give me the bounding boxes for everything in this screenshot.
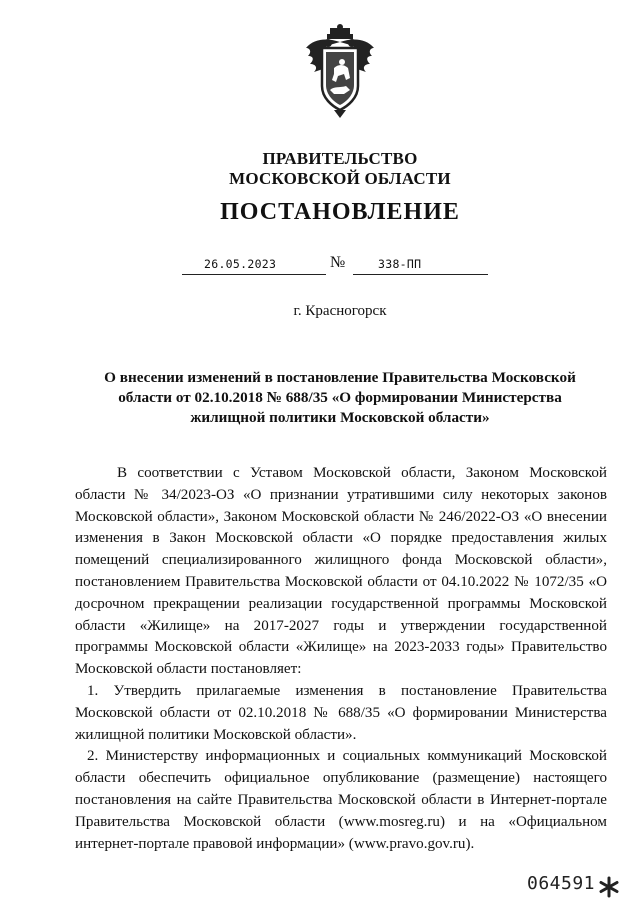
- title-line: жилищной политики Московской области»: [190, 409, 490, 426]
- document-title: [95, 368, 585, 428]
- government-name-line2: МОСКОВСКОЙ ОБЛАСТИ: [229, 169, 451, 188]
- title-line: О внесении изменений в постановление Правительства Московской: [104, 369, 576, 386]
- document-number: 338-ПП: [378, 257, 422, 271]
- asterisk-mark-icon: [598, 876, 620, 898]
- coat-of-arms-icon: [300, 24, 380, 120]
- document-body: [75, 463, 607, 855]
- number-sign: №: [330, 254, 346, 271]
- government-name-line1: ПРАВИТЕЛЬСТВО: [262, 149, 418, 168]
- city: г. Красногорск: [293, 303, 387, 319]
- document-type: ПОСТАНОВЛЕНИЕ: [220, 199, 460, 225]
- title-line: области от 02.10.2018 № 688/35 «О формировании Министерства: [118, 389, 562, 406]
- paragraph-item-1: 1. Утвердить прилагаемые изменения в постановление Правительства Московской области от 02.10.2018 № 688/35 «О формировании Министерства жилищной политики Московской области».: [75, 682, 607, 743]
- paragraph-item-2: 2. Министерству информационных и социальных коммуникаций Московской области обеспечить официальное опубликование (размещение) настоящего постановления на сайте Правительства Московской области в Интернет-портале Правительства Московской области (www.mosreg.ru) и на «Официальном интернет-портале правовой информации» (www.pravo.gov.ru).: [75, 748, 607, 852]
- document-date: 26.05.2023: [204, 257, 277, 271]
- paragraph-preamble: В соответствии с Уставом Московской области, Законом Московской области № 34/2023-ОЗ «О признании утратившими силу некоторых законов Московской области», Законом Московской области № 246/2022-ОЗ «О внесении изменения в Закон Московской области «О порядке предоставления жилых помещений специализированного жилищного фонда Московской области», постановлением Правительства Московской области от 04.10.2022 № 1072/35 «О досрочном прекращении реализации государственной программы Московской области «Жилище» на 2017-2027 годы и утверждении государственной программы Московской области «Жилище» на 2023-2033 годы» Правительство Московской области постановляет:: [75, 465, 607, 678]
- serial-number: 064591: [527, 873, 596, 894]
